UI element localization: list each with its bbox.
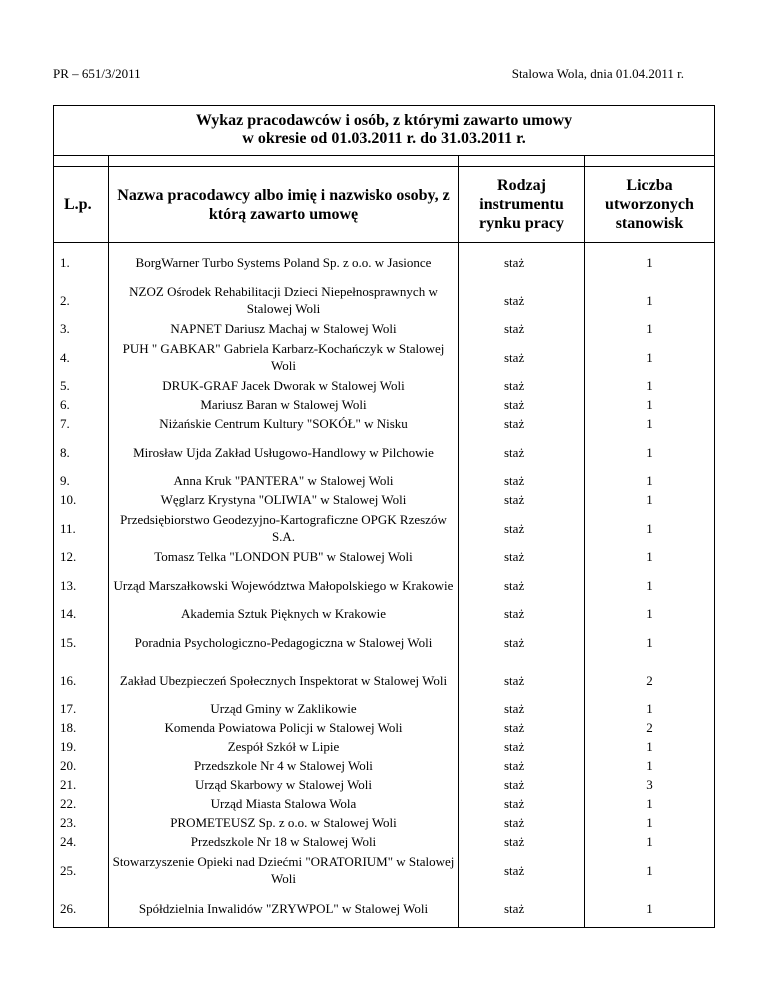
- table-row: [54, 737, 714, 756]
- cell-instrument: staż: [459, 490, 585, 509]
- cell-count: 1: [646, 834, 653, 849]
- table-row: [54, 376, 714, 395]
- table-body: [54, 243, 714, 927]
- cell-lp: 7.: [54, 414, 109, 433]
- cell-instrument: staż: [459, 851, 585, 889]
- cell-instrument: staż: [459, 699, 585, 718]
- cell-lp: 15.: [54, 623, 109, 661]
- cell-name: Urząd Skarbowy w Stalowej Woli: [109, 775, 459, 794]
- cell-instrument: staż: [459, 813, 585, 832]
- cell-lp: 22.: [54, 794, 109, 813]
- cell-instrument: staż: [459, 604, 585, 623]
- cell-count: 1: [646, 900, 653, 916]
- cell-count: 1: [646, 520, 653, 536]
- table-row: [54, 604, 714, 623]
- cell-name: Akademia Sztuk Pięknych w Krakowie: [109, 604, 459, 623]
- cell-lp: 3.: [54, 319, 109, 338]
- cell-name: Zespół Szkół w Lipie: [109, 737, 459, 756]
- table-title: [54, 106, 714, 156]
- cell-name: BorgWarner Turbo Systems Poland Sp. z o.o. w Jasionce: [109, 243, 459, 281]
- table-row: [54, 547, 714, 566]
- cell-instrument: staż: [459, 547, 585, 566]
- cell-lp: 16.: [54, 661, 109, 699]
- cell-name: Niżańskie Centrum Kultury "SOKÓŁ" w Nisku: [109, 414, 459, 433]
- table-row: [54, 395, 714, 414]
- cell-instrument: staż: [459, 376, 585, 395]
- cell-count: 1: [646, 378, 653, 393]
- cell-instrument: staż: [459, 395, 585, 414]
- cell-count: 1: [646, 416, 653, 431]
- cell-instrument: staż: [459, 243, 585, 281]
- cell-count: 1: [646, 758, 653, 773]
- cell-name: PUH " GABKAR" Gabriela Karbarz-Kochańczyk w Stalowej Woli: [109, 338, 459, 376]
- document-reference-number: PR – 651/3/2011: [53, 66, 141, 81]
- cell-instrument: staż: [459, 718, 585, 737]
- table-row: [54, 699, 714, 718]
- cell-lp: 26.: [54, 889, 109, 927]
- cell-count: 1: [646, 634, 653, 650]
- cell-name: NAPNET Dariusz Machaj w Stalowej Woli: [109, 319, 459, 338]
- cell-name: Komenda Powiatowa Policji w Stalowej Woli: [109, 718, 459, 737]
- cell-name: PROMETEUSZ Sp. z o.o. w Stalowej Woli: [109, 813, 459, 832]
- cell-count: 1: [646, 397, 653, 412]
- cell-name: Anna Kruk "PANTERA" w Stalowej Woli: [109, 471, 459, 490]
- cell-name: Urząd Marszałkowski Województwa Małopolskiego w Krakowie: [109, 566, 459, 604]
- cell-lp: 17.: [54, 699, 109, 718]
- table-row: [54, 509, 714, 547]
- cell-lp: 14.: [54, 604, 109, 623]
- table-row: [54, 794, 714, 813]
- cell-lp: 23.: [54, 813, 109, 832]
- table-row: [54, 281, 714, 319]
- cell-count: 1: [646, 292, 653, 308]
- cell-instrument: staż: [459, 414, 585, 433]
- cell-count: 1: [646, 862, 653, 878]
- cell-name: Urząd Miasta Stalowa Wola: [109, 794, 459, 813]
- cell-count: 1: [646, 473, 653, 488]
- employers-table: [53, 105, 715, 928]
- cell-lp: 13.: [54, 566, 109, 604]
- cell-name: Przedszkole Nr 4 w Stalowej Woli: [109, 756, 459, 775]
- cell-instrument: staż: [459, 737, 585, 756]
- cell-name: Spółdzielnia Inwalidów "ZRYWPOL" w Stalowej Woli: [109, 889, 459, 927]
- cell-instrument: staż: [459, 281, 585, 319]
- cell-instrument: staż: [459, 566, 585, 604]
- table-row: [54, 756, 714, 775]
- cell-instrument: staż: [459, 509, 585, 547]
- cell-count: 3: [646, 777, 653, 792]
- cell-lp: 10.: [54, 490, 109, 509]
- table-row: [54, 471, 714, 490]
- cell-name: Przedsiębiorstwo Geodezyjno-Kartograficzne OPGK Rzeszów S.A.: [109, 509, 459, 547]
- table-spacer-row: [54, 156, 714, 167]
- cell-count: 1: [646, 349, 653, 365]
- cell-count: 1: [646, 796, 653, 811]
- cell-instrument: staż: [459, 756, 585, 775]
- cell-count: 1: [646, 549, 653, 564]
- header-name: Nazwa pracodawcy albo imię i nazwisko osoby, z którą zawarto umowę: [109, 167, 459, 242]
- cell-name: Mariusz Baran w Stalowej Woli: [109, 395, 459, 414]
- cell-lp: 2.: [54, 281, 109, 319]
- cell-name: Poradnia Psychologiczno-Pedagogiczna w Stalowej Woli: [109, 623, 459, 661]
- header-instrument: Rodzaj instrumentu rynku pracy: [459, 167, 585, 242]
- cell-lp: 6.: [54, 395, 109, 414]
- cell-count: 2: [646, 720, 653, 735]
- place-and-date: Stalowa Wola, dnia 01.04.2011 r.: [511, 66, 684, 81]
- table-row: [54, 319, 714, 338]
- cell-instrument: staż: [459, 433, 585, 471]
- table-row: [54, 813, 714, 832]
- cell-name: Mirosław Ujda Zakład Usługowo-Handlowy w Pilchowie: [109, 433, 459, 471]
- cell-lp: 8.: [54, 433, 109, 471]
- cell-name: DRUK-GRAF Jacek Dworak w Stalowej Woli: [109, 376, 459, 395]
- table-title-line-2: w okresie od 01.03.2011 r. do 31.03.2011 r.: [242, 130, 526, 147]
- cell-instrument: staż: [459, 338, 585, 376]
- cell-count: 1: [646, 701, 653, 716]
- cell-count: 1: [646, 254, 653, 270]
- cell-instrument: staż: [459, 889, 585, 927]
- table-row: [54, 490, 714, 509]
- table-row: [54, 566, 714, 604]
- cell-name: Węglarz Krystyna "OLIWIA" w Stalowej Woli: [109, 490, 459, 509]
- cell-lp: 25.: [54, 851, 109, 889]
- cell-lp: 12.: [54, 547, 109, 566]
- table-row: [54, 851, 714, 889]
- cell-instrument: staż: [459, 832, 585, 851]
- cell-instrument: staż: [459, 319, 585, 338]
- table-row: [54, 433, 714, 471]
- table-title-line-1: Wykaz pracodawców i osób, z którymi zawarto umowy: [195, 112, 573, 129]
- table-row: [54, 661, 714, 699]
- cell-instrument: staż: [459, 471, 585, 490]
- table-row: [54, 718, 714, 737]
- cell-count: 1: [646, 321, 653, 336]
- cell-instrument: staż: [459, 623, 585, 661]
- cell-lp: 19.: [54, 737, 109, 756]
- cell-name: Tomasz Telka "LONDON PUB" w Stalowej Woli: [109, 547, 459, 566]
- cell-lp: 24.: [54, 832, 109, 851]
- cell-lp: 9.: [54, 471, 109, 490]
- cell-name: Przedszkole Nr 18 w Stalowej Woli: [109, 832, 459, 851]
- table-row: [54, 889, 714, 927]
- header-lp: L.p.: [54, 167, 109, 242]
- table-row: [54, 775, 714, 794]
- cell-lp: 21.: [54, 775, 109, 794]
- table-row: [54, 832, 714, 851]
- table-row: [54, 338, 714, 376]
- cell-count: 1: [646, 815, 653, 830]
- cell-instrument: staż: [459, 661, 585, 699]
- cell-name: NZOZ Ośrodek Rehabilitacji Dzieci Niepełnosprawnych w Stalowej Woli: [109, 281, 459, 319]
- cell-count: 1: [646, 577, 653, 593]
- table-row: [54, 243, 714, 281]
- cell-count: 1: [646, 444, 653, 460]
- cell-count: 1: [646, 492, 653, 507]
- table-row: [54, 414, 714, 433]
- cell-count: 1: [646, 739, 653, 754]
- table-header-row: [54, 167, 714, 243]
- cell-lp: 20.: [54, 756, 109, 775]
- cell-name: Zakład Ubezpieczeń Społecznych Inspektorat w Stalowej Woli: [109, 661, 459, 699]
- table-row: [54, 623, 714, 661]
- cell-lp: 11.: [54, 509, 109, 547]
- cell-lp: 5.: [54, 376, 109, 395]
- cell-lp: 18.: [54, 718, 109, 737]
- cell-name: Stowarzyszenie Opieki nad Dziećmi "ORATORIUM" w Stalowej Woli: [109, 851, 459, 889]
- cell-lp: 1.: [54, 243, 109, 281]
- cell-count: 2: [646, 672, 653, 688]
- header-count: Liczba utworzonych stanowisk: [605, 177, 694, 232]
- cell-instrument: staż: [459, 794, 585, 813]
- cell-name: Urząd Gminy w Zaklikowie: [109, 699, 459, 718]
- cell-count: 1: [646, 606, 653, 621]
- cell-lp: 4.: [54, 338, 109, 376]
- cell-instrument: staż: [459, 775, 585, 794]
